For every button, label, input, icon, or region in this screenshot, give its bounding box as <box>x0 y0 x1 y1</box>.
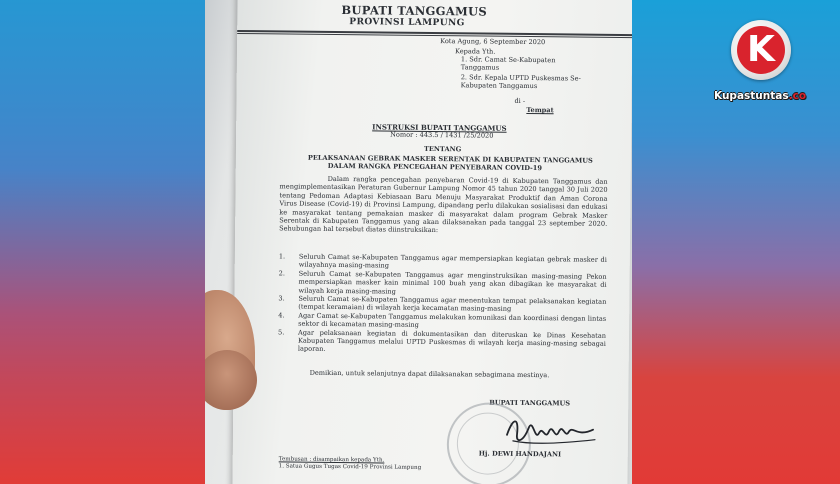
tembusan-item: 1. Satua Gugus Tugas Covid-19 Provinsi Lampung <box>278 463 422 471</box>
background-panel-left <box>0 0 205 484</box>
letter-paper <box>232 0 632 484</box>
list-item-text: Seluruh Camat se-Kabupaten Tanggamus agar menentukan tempat pelaksanakan kegiatan (tempat keramaian) di wilayah kerja kecamatan masing-masing <box>298 294 607 314</box>
logo-letter: K <box>747 29 775 70</box>
addressee-2: 2. Sdr. Kepala UPTD Puskesmas Se-Kabupaten Tanggamus <box>460 73 581 91</box>
list-item <box>278 269 606 298</box>
instruction-title: INSTRUKSI BUPATI TANGGAMUS <box>372 122 507 133</box>
letter-date: Kota Agung, 6 September 2020 <box>440 37 546 47</box>
list-item-number: 1. <box>278 252 286 261</box>
list-item-text: Seluruh Camat se-Kabupaten Tanggamus agar menginstruksikan masing-masing Pekon mempersiapkan masker kain minimal 100 buah yang akan dibagikan ke masyarakat di wilayah kerja masing-masing <box>298 269 607 296</box>
list-item-text: Agar Camat se-Kabupaten Tanggamus melakukan komunikasi dan koordinasi dengan lintas sektor di kecamatan masing-masing <box>298 311 607 330</box>
body-paragraph-text: Dalam rangka pencegahan penyebaran Covid-19 di Kabupaten Tanggamus dan mengimplementasikan Peraturan Gubernur Lampung Nomor 45 tahun 2020 tanggal 30 Juli 2020 tentang Pedoman Adaptasi Kebiasaan Baru Menuju Masyarakat Produktif dan Aman Corona Virus Disease (Covid-19) di Provinsi Lampung, dipandang perlu dilakukan sosialisasi dan edukasi ke masyarakat tentang pemakaian masker di masyarakat dalam program Gebrak Masker Serentak di Kabupaten Tanggamus yang akan dilaksanakan pada tanggal 23 september 2020. Sehubungan hal tersebut diatas diinstruksikan: <box>279 174 608 235</box>
letterhead-subtitle: PROVINSI LAMPUNG <box>349 17 465 29</box>
subject-line-2: DALAM RANGKA PENCEGAHAN PENYEBARAN COVID-19 <box>327 161 543 173</box>
logo-tld: .co <box>788 90 807 102</box>
body-paragraph <box>279 174 608 236</box>
logo-wordmark <box>714 90 806 102</box>
tembusan-title: Tembusan : disampaikan kepada Yth. <box>278 456 385 464</box>
addressee-heading: Kepada Yth. <box>454 47 496 56</box>
instruction-list <box>278 252 607 356</box>
signature-title: BUPATI TANGGAMUS <box>489 398 571 408</box>
list-item <box>278 328 606 357</box>
logo-badge <box>737 26 785 74</box>
logo-brand: Kupastuntas <box>714 90 789 102</box>
kupastuntas-logo <box>731 20 791 80</box>
list-item-number: 3. <box>278 294 285 303</box>
document-photo <box>205 0 632 484</box>
list-item-text: Seluruh Camat se-Kabupaten Tanggamus agar mempersiapkan kegiatan gebrak masker di wilayahnya masing-masing <box>298 252 607 270</box>
handwritten-signature <box>503 413 603 450</box>
addressee-tempat: Tempat <box>526 105 554 115</box>
closing-sentence: Demikian, untuk selanjutnya dapat dilaksanakan sebagimana mestinya. <box>309 368 550 380</box>
tembusan <box>279 456 422 471</box>
list-item-number: 2. <box>278 269 286 278</box>
instruction-number: Nomor : 443.5 / 1431 /25/2020 <box>390 130 494 140</box>
list-item-number: 5. <box>278 328 285 337</box>
signature-name: Hj. DEWI HANDAJANI <box>478 449 562 459</box>
subject-line-1: PELAKSANAAN GEBRAK MASKER SERENTAK DI KABUPATEN TANGGAMUS <box>307 153 593 165</box>
list-item-number: 4. <box>278 311 285 320</box>
addressee-1: 1. Sdr. Camat Se-Kabupaten Tanggamus <box>460 55 556 73</box>
list-item-text: Agar pelaksanaan kegiatan di dokumentasikan dan diteruskan ke Dinas Kesehatan Kabupaten Tanggamus melalui UPTD Puskesmas di wilayah kerja masing-masing sebagai laporan. <box>297 328 607 354</box>
addressee-di: di - <box>514 96 526 105</box>
letterhead-title: BUPATI TANGGAMUS <box>341 3 488 19</box>
subject-heading: TENTANG <box>423 144 462 154</box>
